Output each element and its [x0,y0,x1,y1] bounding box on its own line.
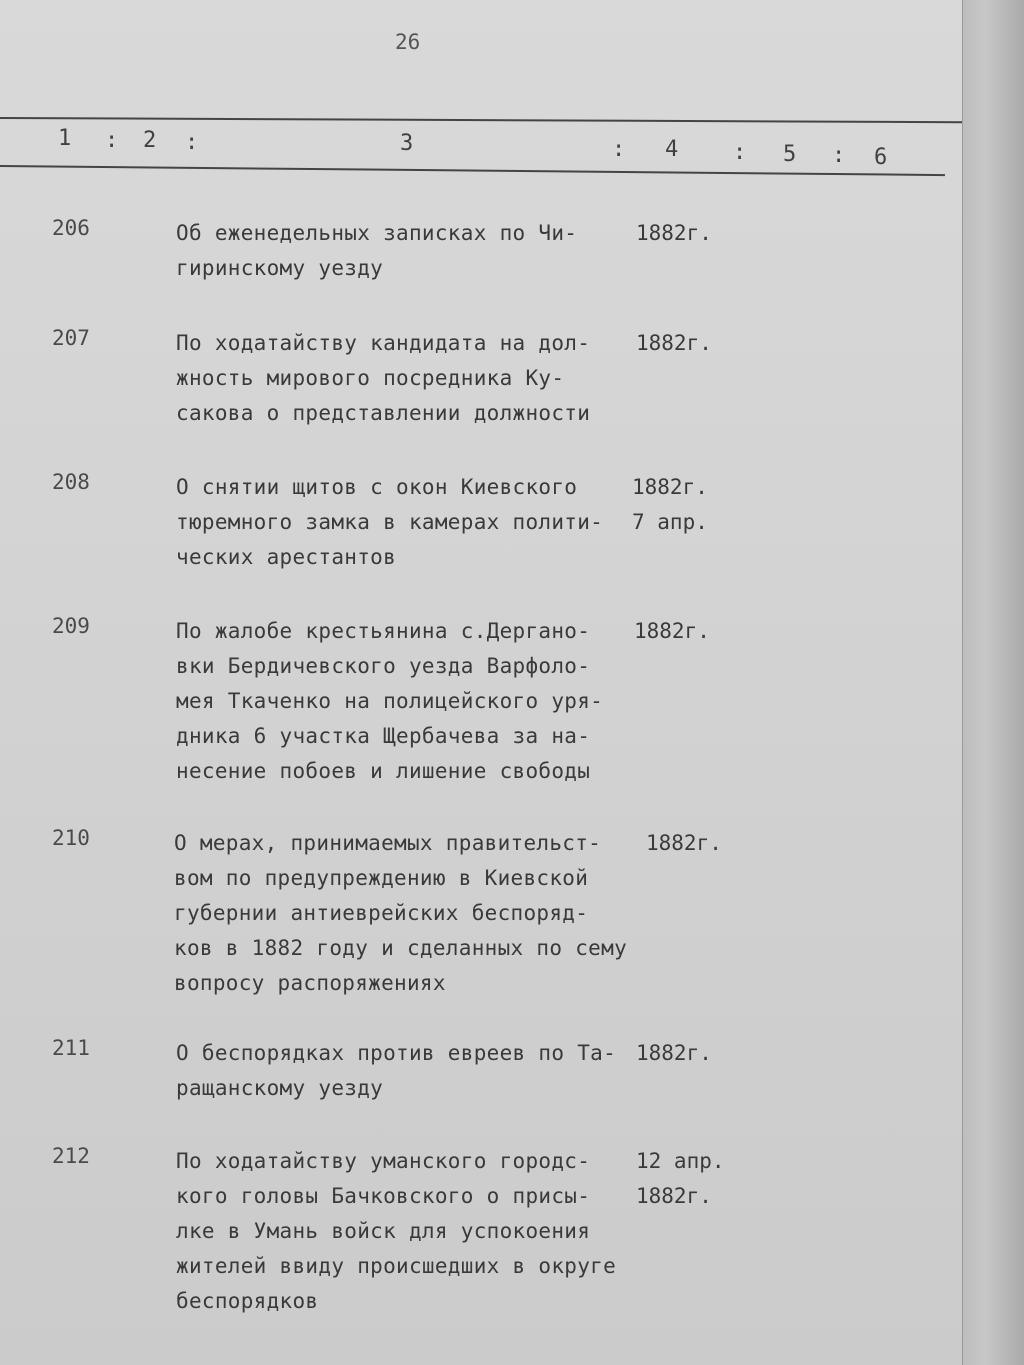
header-bottom-rule [0,165,945,176]
column-separator: : [733,140,747,165]
column-separator: : [105,128,119,153]
entry-title: По жалобе крестьянина с.Дергано- вки Бердичевского уезда Варфоло- мея Ткаченко на полицейского уря- дника 6 участка Щербачева за на- несение побоев и лишение свободы [176,619,604,783]
entry-title: О мерах, принимаемых правительст- вом по предупреждению в Киевской губернии антиеврейских беспоряд- ков в 1882 году и сделанных по сему вопросу распоряжениях [174,831,628,995]
entry-number: 210 [52,826,90,850]
entry-title: По ходатайству кандидата на дол- жность мирового посредника Ку- сакова о представлении должности [176,331,591,425]
column-header-4: 4 [665,137,679,162]
header-top-rule [0,117,962,123]
entry-number: 209 [52,614,90,638]
entry-date: 1882г. [634,619,710,643]
entry-number: 208 [52,470,90,494]
entry-date: 1882г. [646,831,722,855]
entry-date: 1882г. [636,331,712,355]
entry-number: 207 [52,326,90,350]
column-header-3: 3 [400,131,414,156]
column-separator: : [832,143,846,168]
entry-number: 212 [52,1144,90,1168]
entry-title: О снятии щитов с окон Киевского тюремного замка в камерах полити- ческих арестантов [176,475,604,569]
entry-title: По ходатайству уманского городс- кого головы Бачковского о присы- лке в Умань войск для успокоения жителей ввиду происшедших в округе беспорядков [176,1149,617,1313]
page-edge [962,0,1024,1365]
entry-date: 1882г. [636,1041,712,1065]
column-header-5: 5 [783,142,797,167]
entry-number: 211 [52,1036,90,1060]
entry-date: 12 апр. 1882г. [636,1149,725,1208]
column-header-1: 1 [58,126,72,151]
column-separator: : [612,137,626,162]
entry-number: 206 [52,216,90,240]
entry-title: О беспорядках против евреев по Та- ращанскому уезду [176,1041,617,1100]
column-header-2: 2 [143,128,157,153]
column-header-6: 6 [874,145,888,170]
entry-date: 1882г. 7 апр. [632,475,708,534]
entry-title: Об еженедельных записках по Чи- гиринскому уезду [176,221,578,280]
entry-date: 1882г. [636,221,712,245]
column-separator: : [185,130,199,155]
page-number: 26 [395,30,421,54]
